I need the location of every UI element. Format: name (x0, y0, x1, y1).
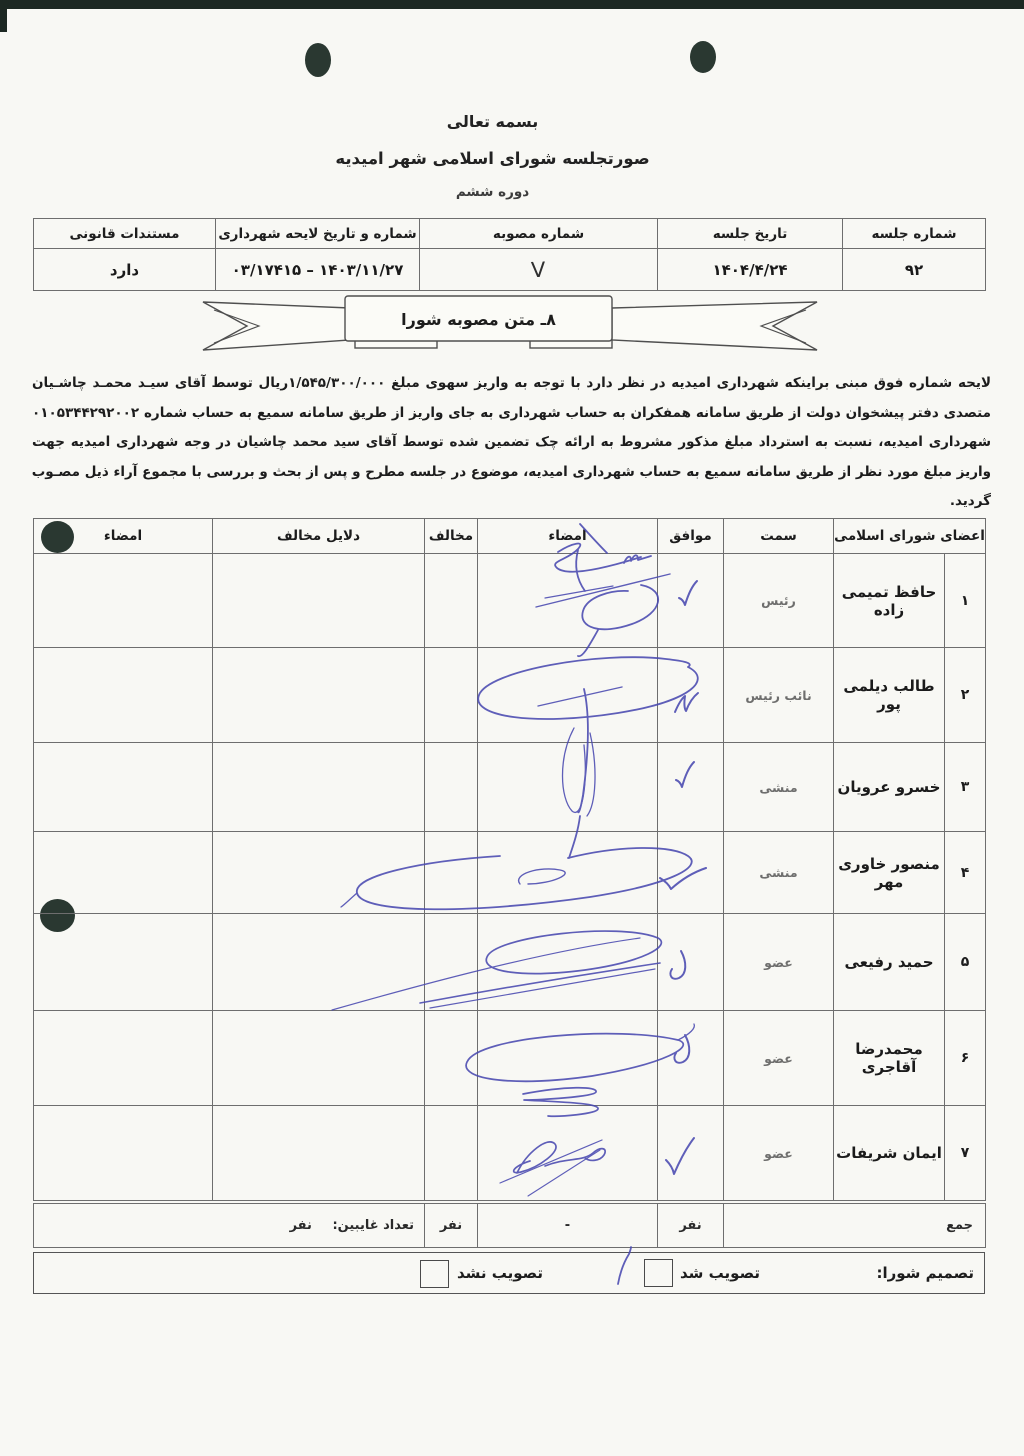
disagree-cell (425, 554, 478, 648)
table-row (34, 648, 986, 743)
agree-cell (658, 743, 724, 832)
resolution-line: متصدی دفتر پیشخوان دولت از طریق سامانه همفکران به حساب شهرداری به جای واریز از طریق سامانه سمیع به حساب شماره ۰۱۰۵۳۴۴۲۹۲۰۰۲ (32, 404, 991, 421)
member-no: ۷ (945, 1106, 986, 1201)
table-row (34, 832, 986, 914)
disagree-reasons-cell (213, 648, 425, 743)
document-header (0, 112, 985, 200)
signature-cell (478, 832, 658, 914)
member-no: ۶ (945, 1011, 986, 1106)
member-position: رئیس (724, 554, 834, 648)
member-no: ۴ (945, 832, 986, 914)
resolution-line: لایحه شماره فوق مبنی براینکه شهرداری امیدیه در نظر دارد با توجه به واریز سهوی مبلغ ۱/۵۴۵/۳۰۰/۰۰۰ریال توسط آقای سیـد محمـد چاشـیان (32, 375, 991, 391)
members-header: اعضای شورای اسلامی (834, 519, 986, 554)
agree-cell (658, 1106, 724, 1201)
member-no: ۲ (945, 648, 986, 743)
member-name: طالب دیلمی پور (834, 648, 945, 743)
table-row (34, 554, 986, 648)
member-position: نائب رئیس (724, 648, 834, 743)
council-decision-row (33, 1252, 985, 1294)
legal-docs-value: دارد (34, 249, 216, 291)
resolution-no-header: شماره مصوبه (420, 219, 658, 249)
member-name: حافظ تمیمی زاده (834, 554, 945, 648)
page-title: صورتجلسه شورای اسلامی شهر امیدیه (335, 149, 650, 168)
absent-unit: نفر (289, 1218, 312, 1233)
bill-no-date-value: ۰۳/۱۷۴۱۵ – ۱۴۰۳/۱۱/۲۷ (216, 249, 420, 291)
resolution-no-value (420, 249, 658, 291)
member-name: ایمان شریفات (834, 1106, 945, 1201)
member-position: عضو (724, 914, 834, 1011)
table-row (34, 1106, 986, 1201)
section-ribbon (200, 293, 820, 357)
disagree-reasons-cell (213, 832, 425, 914)
decision-label: تصمیم شورا: (876, 1264, 974, 1282)
session-date-value: ۱۴۰۴/۴/۲۴ (658, 249, 843, 291)
signature-cell (478, 648, 658, 743)
resolution-body-text (32, 369, 991, 517)
disagree-cell (425, 648, 478, 743)
disagree-cell (425, 832, 478, 914)
hole-punch (690, 41, 716, 73)
signature2-cell (34, 743, 213, 832)
signature-cell (478, 554, 658, 648)
signature2-cell (34, 914, 213, 1011)
agree-cell (658, 832, 724, 914)
member-position: منشی (724, 832, 834, 914)
disagree-cell (425, 914, 478, 1011)
signature2-cell (34, 648, 213, 743)
handwritten-v-mark: V (530, 257, 547, 282)
signature-cell (478, 1106, 658, 1201)
disagree-reasons-cell (213, 914, 425, 1011)
agree-cell (658, 648, 724, 743)
not-approved-label: تصویب نشد (456, 1264, 544, 1282)
disagree-reasons-cell (213, 554, 425, 648)
member-name: حمید رفیعی (834, 914, 945, 1011)
disagree-header: مخالف (425, 519, 478, 554)
signature-cell (478, 1011, 658, 1106)
members-vote-table (33, 518, 986, 1201)
position-header: سمت (724, 519, 834, 554)
member-position: عضو (724, 1011, 834, 1106)
agree-count-cell: نفر (658, 1204, 724, 1248)
session-no-value: ۹۲ (843, 249, 986, 291)
member-no: ۵ (945, 914, 986, 1011)
bill-no-date-header: شماره و تاریخ لایحه شهرداری (216, 219, 420, 249)
approved-label: تصویب شد (680, 1264, 760, 1282)
session-info-table (33, 218, 986, 291)
agree-cell (658, 554, 724, 648)
signature-cell (478, 743, 658, 832)
table-row (34, 1011, 986, 1106)
member-name: خسرو عرویان (834, 743, 945, 832)
member-position: منشی (724, 743, 834, 832)
disagree-cell (425, 1106, 478, 1201)
disagree-reasons-cell (213, 1106, 425, 1201)
disagree-reasons-cell (213, 1011, 425, 1106)
absent-count-cell (34, 1204, 425, 1248)
signature-cell (478, 914, 658, 1011)
disagree-cell (425, 743, 478, 832)
resolution-line: واریز مبلغ مورد نظر از طریق سامانه سمیع به حساب شهرداری امیدیه، موضوع در جلسه مطرح و پس از بحث و بررسی با مجموع آراء ذیل مصـوب (31, 463, 991, 480)
totals-label: جمع (724, 1204, 986, 1248)
scan-edge-corner (0, 0, 7, 32)
bismillah-line: بسمه تعالی (446, 112, 539, 131)
member-position: عضو (724, 1106, 834, 1201)
signature2-cell (34, 1011, 213, 1106)
legal-docs-header: مستندات قانونی (34, 219, 216, 249)
signature2-cell (34, 554, 213, 648)
signature2-cell (34, 1106, 213, 1201)
signature2-cell (34, 832, 213, 914)
signature-header: امضاء (478, 519, 658, 554)
agree-header: موافق (658, 519, 724, 554)
section-title: ۸ـ متن مصوبه شورا (401, 310, 556, 329)
member-no: ۳ (945, 743, 986, 832)
signature-dash-cell: - (478, 1204, 658, 1248)
agree-cell (658, 914, 724, 1011)
member-no: ۱ (945, 554, 986, 648)
disagree-reasons-header: دلایل مخالف (213, 519, 425, 554)
table-row (34, 743, 986, 832)
disagree-reasons-cell (213, 743, 425, 832)
hole-punch (305, 43, 331, 77)
session-date-header: تاریخ جلسه (658, 219, 843, 249)
session-no-header: شماره جلسه (843, 219, 986, 249)
totals-row (33, 1203, 986, 1248)
absent-label: تعداد غایبین: (332, 1218, 414, 1233)
signature2-header: امضاء (34, 519, 213, 554)
scan-edge-bar (0, 0, 1024, 9)
disagree-count-cell: نفر (425, 1204, 478, 1248)
member-name: محمدرضا آقاجری (834, 1011, 945, 1106)
resolution-line: شهرداری امیدیه، نسبت به استرداد مبلغ مذکور مشروط به ارائه چک تضمین شده توسط آقای سید محمد چاشیان در وجه شهرداری امیدیه جهت (32, 434, 991, 450)
not-approved-checkbox (420, 1260, 449, 1288)
table-row (34, 914, 986, 1011)
disagree-cell (425, 1011, 478, 1106)
agree-cell (658, 1011, 724, 1106)
term-label: دوره ششم (455, 184, 530, 200)
resolution-line: گردید. (949, 493, 991, 509)
approved-checkbox (644, 1259, 673, 1287)
member-name: منصور خاوری مهر (834, 832, 945, 914)
